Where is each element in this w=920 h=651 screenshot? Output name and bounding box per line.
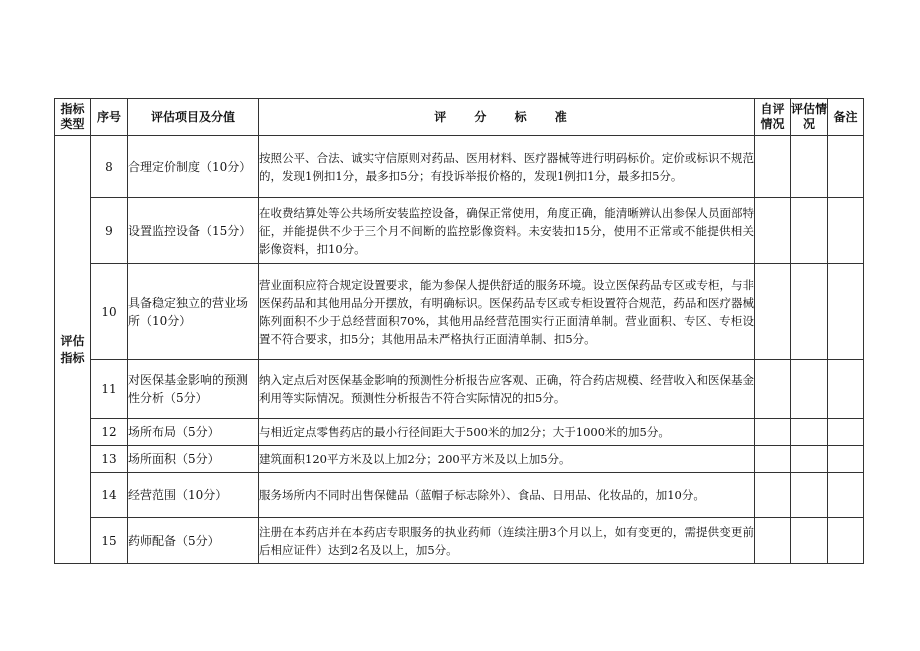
standard-cell: 营业面积应符合规定设置要求，能为参保人提供舒适的服务环境。设立医保药品专区或专柜，与非医保药品和其他用品分开摆放，有明确标识。医保药品专区或专柜设置符合规范，药品和医疗器械陈列面积不少于总经营面积70%，其他用品经营范围实行正面清单制。营业面积、专区、专柜设置不符合要求，扣5分；其他用品未严格执行正面清单制、扣5分。: [259, 264, 755, 360]
remark-cell: [828, 264, 864, 360]
seq-cell: 14: [91, 473, 128, 518]
item-cell: 具备稳定独立的营业场所（10分）: [128, 264, 259, 360]
remark-cell: [828, 518, 864, 564]
seq-cell: 8: [91, 136, 128, 198]
seq-cell: 11: [91, 360, 128, 419]
table-row: [55, 136, 864, 198]
standard-cell: 在收费结算处等公共场所安装监控设备，确保正常使用，角度正确，能清晰辨认出参保人员面部特征，并能提供不少于三个月不间断的监控影像资料。未安装扣15分，使用不正常或不能提供相关影像资料，扣10分。: [259, 198, 755, 264]
header-remark: 备注: [828, 99, 864, 136]
header-category: 指标类型: [55, 99, 91, 136]
seq-cell: 13: [91, 446, 128, 473]
header-item: 评估项目及分值: [128, 99, 259, 136]
assessment-cell: [791, 360, 828, 419]
header-row: [55, 99, 864, 136]
assessment-cell: [791, 446, 828, 473]
remark-cell: [828, 360, 864, 419]
assessment-cell: [791, 136, 828, 198]
remark-cell: [828, 136, 864, 198]
remark-cell: [828, 473, 864, 518]
table-row: [55, 518, 864, 564]
assessment-cell: [791, 473, 828, 518]
table-row: [55, 419, 864, 446]
standard-cell: 纳入定点后对医保基金影响的预测性分析报告应客观、正确，符合药店规模、经营收入和医保基金利用等实际情况。预测性分析报告不符合实际情况的扣5分。: [259, 360, 755, 419]
self-eval-cell: [755, 264, 791, 360]
standard-cell: 建筑面积120平方米及以上加2分；200平方米及以上加5分。: [259, 446, 755, 473]
standard-cell: 注册在本药店并在本药店专职服务的执业药师（连续注册3个月以上，如有变更的，需提供变更前后相应证件）达到2名及以上，加5分。: [259, 518, 755, 564]
item-cell: 合理定价制度（10分）: [128, 136, 259, 198]
table-row: [55, 446, 864, 473]
item-cell: 设置监控设备（15分）: [128, 198, 259, 264]
seq-cell: 10: [91, 264, 128, 360]
table-row: [55, 473, 864, 518]
remark-cell: [828, 198, 864, 264]
header-self-eval: 自评情况: [755, 99, 791, 136]
category-cell: 评估指标: [55, 136, 91, 564]
self-eval-cell: [755, 419, 791, 446]
remark-cell: [828, 446, 864, 473]
table-row: [55, 360, 864, 419]
item-cell: 药师配备（5分）: [128, 518, 259, 564]
item-cell: 对医保基金影响的预测性分析（5分）: [128, 360, 259, 419]
standard-cell: 与相近定点零售药店的最小行径间距大于500米的加2分；大于1000米的加5分。: [259, 419, 755, 446]
seq-cell: 9: [91, 198, 128, 264]
self-eval-cell: [755, 198, 791, 264]
scoring-table: [54, 98, 864, 564]
standard-cell: 按照公平、合法、诚实守信原则对药品、医用材料、医疗器械等进行明码标价。定价或标识不规范的，发现1例扣1分，最多扣5分；有投诉举报价格的，发现1例扣1分，最多扣5分。: [259, 136, 755, 198]
assessment-cell: [791, 518, 828, 564]
assessment-cell: [791, 419, 828, 446]
item-cell: 经营范围（10分）: [128, 473, 259, 518]
remark-cell: [828, 419, 864, 446]
self-eval-cell: [755, 446, 791, 473]
table-row: [55, 198, 864, 264]
self-eval-cell: [755, 518, 791, 564]
self-eval-cell: [755, 360, 791, 419]
header-seq: 序号: [91, 99, 128, 136]
assessment-cell: [791, 264, 828, 360]
assessment-cell: [791, 198, 828, 264]
item-cell: 场所面积（5分）: [128, 446, 259, 473]
self-eval-cell: [755, 473, 791, 518]
seq-cell: 12: [91, 419, 128, 446]
header-standard: 评 分 标 准: [259, 99, 755, 136]
self-eval-cell: [755, 136, 791, 198]
seq-cell: 15: [91, 518, 128, 564]
header-assessment: 评估情况: [791, 99, 828, 136]
item-cell: 场所布局（5分）: [128, 419, 259, 446]
standard-cell: 服务场所内不同时出售保健品（蓝帽子标志除外）、食品、日用品、化妆品的，加10分。: [259, 473, 755, 518]
table-row: [55, 264, 864, 360]
